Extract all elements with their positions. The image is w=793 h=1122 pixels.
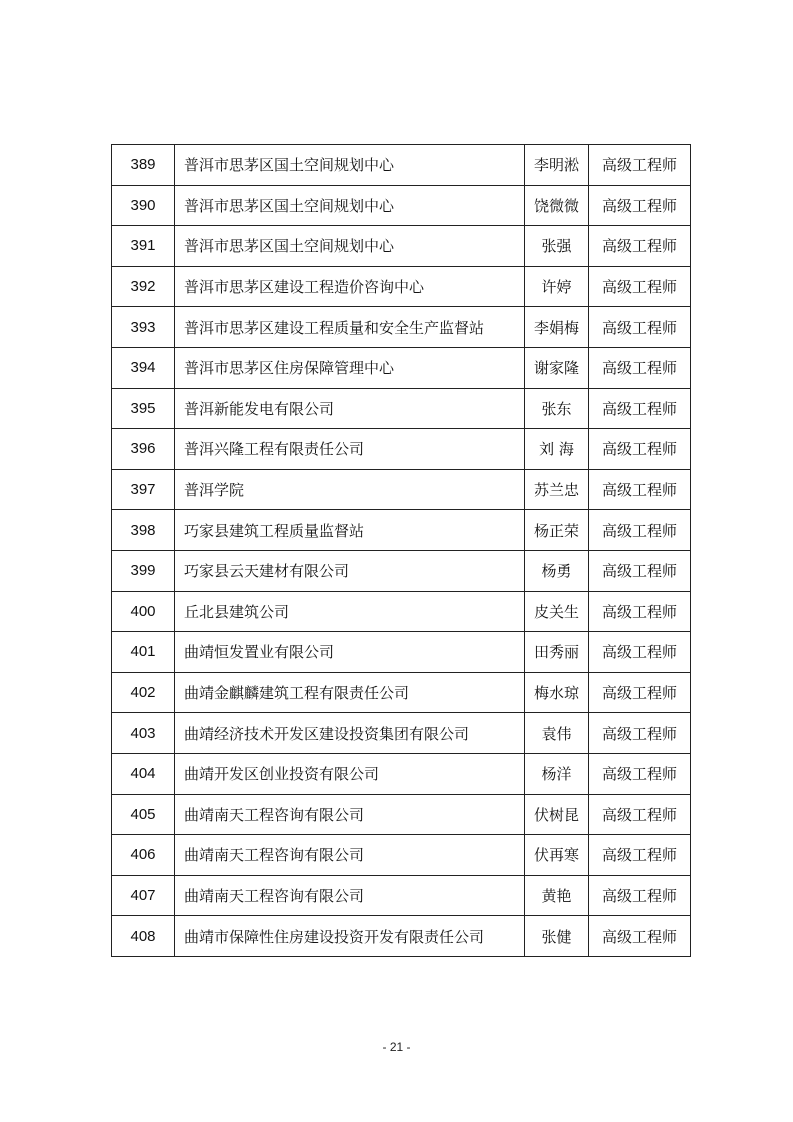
row-number: 404 <box>112 753 175 794</box>
person-name: 田秀丽 <box>525 632 589 673</box>
person-name: 张强 <box>525 226 589 267</box>
table-row <box>112 307 691 348</box>
person-name: 苏兰忠 <box>525 469 589 510</box>
row-number: 393 <box>112 307 175 348</box>
table-row <box>112 672 691 713</box>
unit-name: 曲靖开发区创业投资有限公司 <box>175 753 525 794</box>
person-name: 梅水琼 <box>525 672 589 713</box>
row-number: 407 <box>112 875 175 916</box>
unit-name: 曲靖市保障性住房建设投资开发有限责任公司 <box>175 916 525 957</box>
row-number: 394 <box>112 347 175 388</box>
person-name: 杨正荣 <box>525 510 589 551</box>
person-name: 张东 <box>525 388 589 429</box>
row-number: 399 <box>112 550 175 591</box>
row-number: 397 <box>112 469 175 510</box>
row-number: 405 <box>112 794 175 835</box>
table-row <box>112 835 691 876</box>
unit-name: 普洱市思茅区建设工程质量和安全生产监督站 <box>175 307 525 348</box>
table-row <box>112 347 691 388</box>
table-row <box>112 632 691 673</box>
row-number: 408 <box>112 916 175 957</box>
person-name: 伏再寒 <box>525 835 589 876</box>
row-number: 390 <box>112 185 175 226</box>
person-name: 李明淞 <box>525 145 589 186</box>
professional-title: 高级工程师 <box>589 794 691 835</box>
professional-title: 高级工程师 <box>589 388 691 429</box>
unit-name: 丘北县建筑公司 <box>175 591 525 632</box>
professional-title: 高级工程师 <box>589 226 691 267</box>
professional-title: 高级工程师 <box>589 591 691 632</box>
unit-name: 巧家县建筑工程质量监督站 <box>175 510 525 551</box>
unit-name: 普洱学院 <box>175 469 525 510</box>
professional-title: 高级工程师 <box>589 145 691 186</box>
table-row <box>112 145 691 186</box>
table-row <box>112 469 691 510</box>
professional-title: 高级工程师 <box>589 185 691 226</box>
professional-title: 高级工程师 <box>589 429 691 470</box>
row-number: 392 <box>112 266 175 307</box>
unit-name: 巧家县云天建材有限公司 <box>175 550 525 591</box>
table-row <box>112 875 691 916</box>
page-number: - 21 - <box>382 1040 411 1054</box>
row-number: 406 <box>112 835 175 876</box>
professional-title: 高级工程师 <box>589 347 691 388</box>
person-name: 袁伟 <box>525 713 589 754</box>
table-row <box>112 713 691 754</box>
table-row <box>112 794 691 835</box>
person-name: 刘 海 <box>525 429 589 470</box>
professional-title: 高级工程师 <box>589 632 691 673</box>
professional-title: 高级工程师 <box>589 835 691 876</box>
table-row <box>112 753 691 794</box>
person-name: 黄艳 <box>525 875 589 916</box>
person-name: 杨洋 <box>525 753 589 794</box>
person-name: 杨勇 <box>525 550 589 591</box>
row-number: 389 <box>112 145 175 186</box>
professional-title: 高级工程师 <box>589 510 691 551</box>
row-number: 400 <box>112 591 175 632</box>
unit-name: 普洱新能发电有限公司 <box>175 388 525 429</box>
unit-name: 普洱市思茅区建设工程造价咨询中心 <box>175 266 525 307</box>
unit-name: 曲靖经济技术开发区建设投资集团有限公司 <box>175 713 525 754</box>
row-number: 402 <box>112 672 175 713</box>
unit-name: 曲靖南天工程咨询有限公司 <box>175 835 525 876</box>
unit-name: 曲靖南天工程咨询有限公司 <box>175 875 525 916</box>
professional-title: 高级工程师 <box>589 550 691 591</box>
table-row <box>112 185 691 226</box>
row-number: 398 <box>112 510 175 551</box>
unit-name: 普洱市思茅区国土空间规划中心 <box>175 226 525 267</box>
professional-title: 高级工程师 <box>589 266 691 307</box>
unit-name: 曲靖恒发置业有限公司 <box>175 632 525 673</box>
table-row <box>112 266 691 307</box>
unit-name: 普洱市思茅区国土空间规划中心 <box>175 185 525 226</box>
person-name: 饶微微 <box>525 185 589 226</box>
table-row <box>112 510 691 551</box>
unit-name: 曲靖南天工程咨询有限公司 <box>175 794 525 835</box>
person-name: 谢家隆 <box>525 347 589 388</box>
person-name: 许婷 <box>525 266 589 307</box>
table-row <box>112 429 691 470</box>
table-row <box>112 388 691 429</box>
professional-title: 高级工程师 <box>589 672 691 713</box>
row-number: 395 <box>112 388 175 429</box>
table-row <box>112 591 691 632</box>
unit-name: 普洱兴隆工程有限责任公司 <box>175 429 525 470</box>
person-name: 张健 <box>525 916 589 957</box>
row-number: 391 <box>112 226 175 267</box>
unit-name: 普洱市思茅区国土空间规划中心 <box>175 145 525 186</box>
professional-title: 高级工程师 <box>589 307 691 348</box>
professional-title: 高级工程师 <box>589 713 691 754</box>
person-name: 皮关生 <box>525 591 589 632</box>
table-row <box>112 916 691 957</box>
table-row <box>112 226 691 267</box>
professional-title: 高级工程师 <box>589 916 691 957</box>
professional-title: 高级工程师 <box>589 469 691 510</box>
row-number: 396 <box>112 429 175 470</box>
personnel-table <box>111 144 691 957</box>
unit-name: 曲靖金麒麟建筑工程有限责任公司 <box>175 672 525 713</box>
row-number: 401 <box>112 632 175 673</box>
row-number: 403 <box>112 713 175 754</box>
professional-title: 高级工程师 <box>589 875 691 916</box>
person-name: 伏树昆 <box>525 794 589 835</box>
professional-title: 高级工程师 <box>589 753 691 794</box>
table-row <box>112 550 691 591</box>
person-name: 李娟梅 <box>525 307 589 348</box>
unit-name: 普洱市思茅区住房保障管理中心 <box>175 347 525 388</box>
